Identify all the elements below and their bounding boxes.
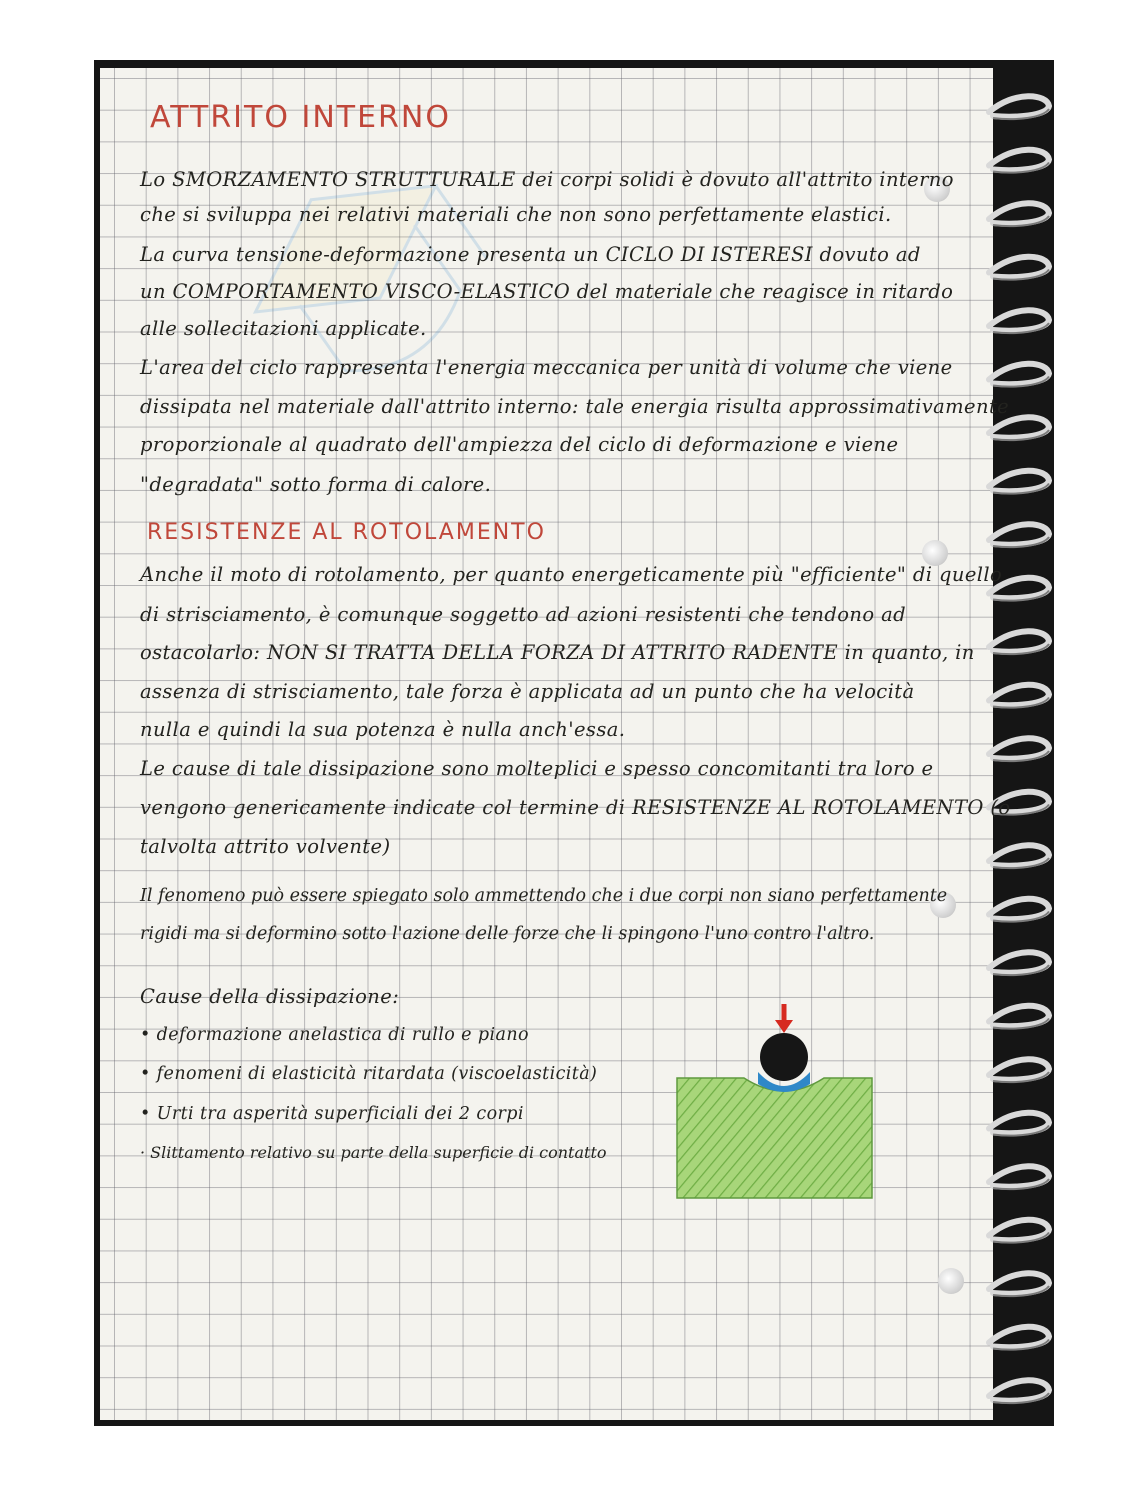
spiral-ring [989, 96, 1049, 116]
spiral-ring [989, 1273, 1049, 1293]
heading-resistenze-rotolamento: RESISTENZE AL ROTOLAMENTO [147, 520, 546, 545]
text-line: Le cause di tale dissipazione sono molteplici e spesso concomitanti tra loro e [140, 757, 934, 780]
text-line: vengono genericamente indicate col termine di RESISTENZE AL ROTOLAMENTO (o [140, 796, 1011, 819]
text-line: un COMPORTAMENTO VISCO-ELASTICO del materiale che reagisce in ritardo [140, 280, 954, 303]
text-line: assenza di strisciamento, tale forza è applicata ad un punto che ha velocità [140, 680, 915, 703]
cause-item: • fenomeni di elasticità ritardata (viscoelasticità) [140, 1064, 598, 1084]
rolling-contact-diagram [672, 1000, 877, 1200]
spiral-ring [989, 1220, 1049, 1240]
load-arrow-head [775, 1020, 793, 1033]
spiral-ring [989, 1166, 1049, 1186]
spiral-ring [989, 1059, 1049, 1079]
spiral-binding [985, 60, 1055, 1426]
text-line: dissipata nel materiale dall'attrito interno: tale energia risulta approssimativamente [140, 395, 1010, 418]
spiral-ring [989, 899, 1049, 919]
cause-item: • deformazione anelastica di rullo e piano [140, 1025, 529, 1045]
spiral-rings-graphic [985, 60, 1055, 1426]
spiral-ring [989, 685, 1049, 705]
spiral-ring [989, 257, 1049, 277]
spiral-ring [989, 524, 1049, 544]
text-line: nulla e quindi la sua potenza è nulla anch'essa. [140, 718, 626, 741]
deformed-ground-plane [677, 1078, 872, 1198]
spiral-ring [989, 738, 1049, 758]
spiral-ring [989, 1006, 1049, 1026]
spiral-ring [989, 631, 1049, 651]
text-line: alle sollecitazioni applicate. [140, 317, 427, 340]
roller-ball [760, 1033, 808, 1081]
cause-item: · Slittamento relativo su parte della superficie di contatto [140, 1143, 607, 1162]
spiral-ring [989, 364, 1049, 384]
spiral-ring [989, 952, 1049, 972]
text-line: talvolta attrito volvente) [140, 835, 391, 858]
spiral-ring [989, 471, 1049, 491]
text-line: rigidi ma si deformino sotto l'azione delle forze che li spingono l'uno contro l'altro. [140, 924, 875, 944]
text-line: L'area del ciclo rappresenta l'energia meccanica per unità di volume che viene [140, 356, 953, 379]
spiral-ring [989, 845, 1049, 865]
text-line: ostacolarlo: NON SI TRATTA DELLA FORZA DI ATTRITO RADENTE in quanto, in [140, 641, 975, 664]
text-line: "degradata" sotto forma di calore. [140, 473, 492, 496]
spiral-ring [989, 310, 1049, 330]
text-line: Lo SMORZAMENTO STRUTTURALE dei corpi solidi è dovuto all'attrito interno [140, 168, 954, 191]
text-line: Il fenomeno può essere spiegato solo ammettendo che i due corpi non siano perfettamente [140, 886, 948, 906]
spiral-ring [989, 1327, 1049, 1347]
text-line: di strisciamento, è comunque soggetto ad azioni resistenti che tendono ad [140, 603, 907, 626]
text-line: proporzionale al quadrato dell'ampiezza del ciclo di deformazione e viene [140, 433, 899, 456]
text-line: La curva tensione-deformazione presenta un CICLO DI ISTERESI dovuto ad [140, 243, 921, 266]
spiral-ring [989, 1380, 1049, 1400]
spiral-ring [989, 203, 1049, 223]
spiral-ring [989, 417, 1049, 437]
spiral-ring [989, 150, 1049, 170]
causes-title: Cause della dissipazione: [140, 985, 400, 1008]
text-line: che si sviluppa nei relativi materiali che non sono perfettamente elastici. [140, 203, 892, 226]
text-line: Anche il moto di rotolamento, per quanto energeticamente più "efficiente" di quello [140, 563, 1003, 586]
spiral-ring [989, 1113, 1049, 1133]
cause-item: • Urti tra asperità superficiali dei 2 corpi [140, 1104, 524, 1124]
heading-attrito-interno: ATTRITO INTERNO [150, 100, 451, 135]
notebook-page [100, 68, 993, 1420]
punch-hole [938, 1268, 964, 1294]
